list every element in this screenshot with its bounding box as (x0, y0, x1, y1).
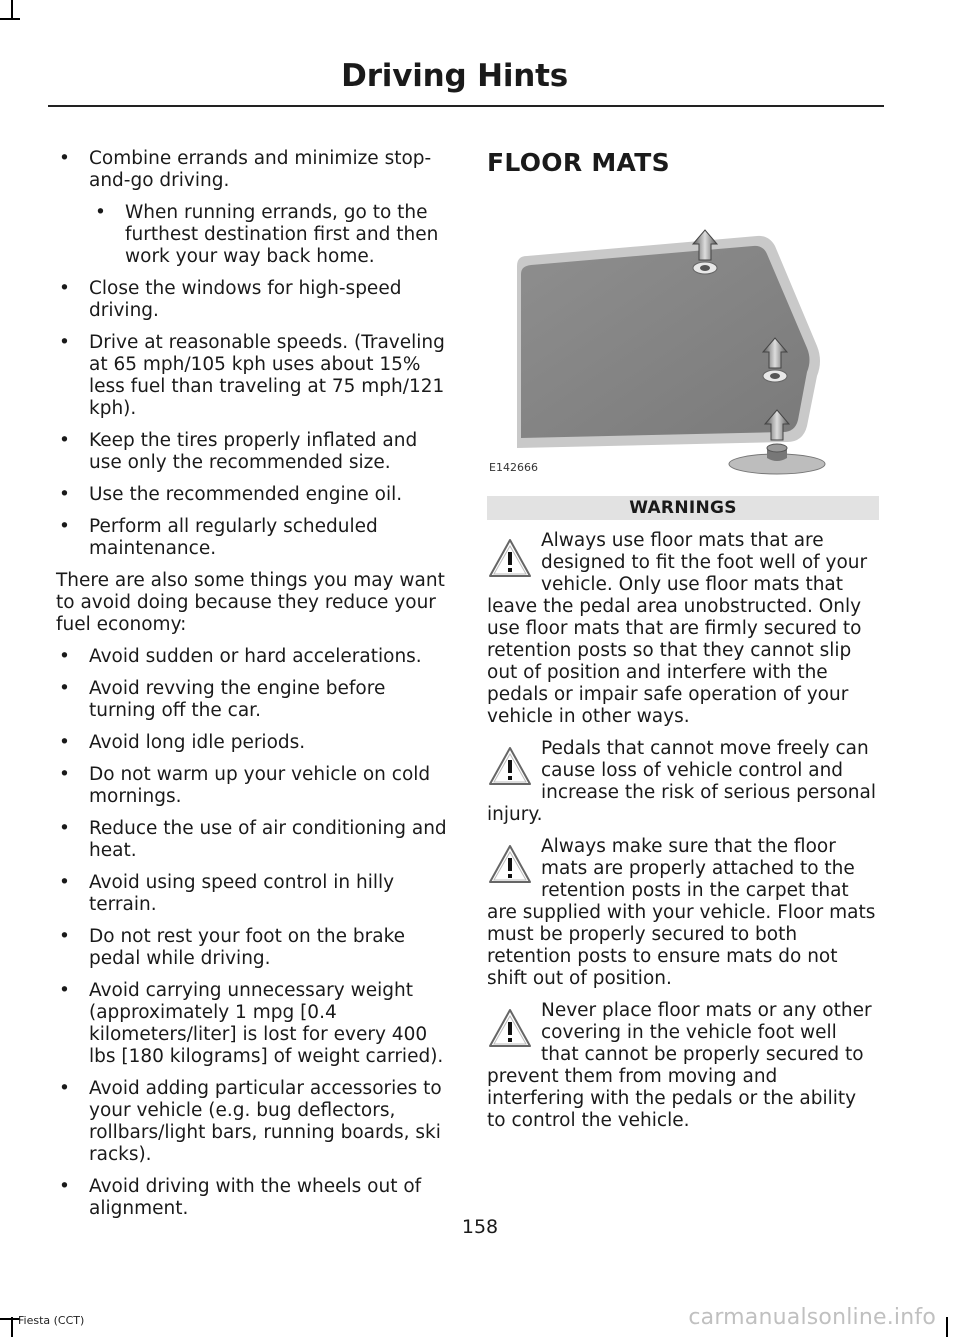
list-item: • Avoid driving with the wheels out of alignment. (56, 1176, 448, 1220)
intro-paragraph: There are also some things you may want to avoid doing because they reduce your fuel economy: (56, 570, 445, 635)
warning-triangle-icon (487, 536, 533, 582)
left-column (56, 148, 448, 1230)
warning-text: Never place floor mats or any other covering in the vehicle foot well that cannot be properly secured to prevent them from moving and interfering with the pedals or the ability to control the vehicle. (487, 1000, 872, 1131)
list-item: • Perform all regularly scheduled maintenance. (56, 516, 448, 560)
crop-mark-bottom-left-v (11, 1317, 13, 1337)
list-item: • Use the recommended engine oil. (56, 484, 448, 506)
right-column (487, 148, 879, 1132)
list-item: • Drive at reasonable speeds. (Traveling at 65 mph/105 kph uses about 15% less fuel than traveling at 75 mph/121 kph). (56, 332, 448, 420)
warning-triangle-icon (487, 744, 533, 790)
floor-mat-illustration (487, 186, 879, 486)
warnings-list (487, 530, 879, 1132)
warning-text: Always make sure that the floor mats are properly attached to the retention posts in the carpet that are supplied with your vehicle. Floor mats must be properly secured to both retention posts to ensure mats do not shift out of position. (487, 836, 876, 989)
warning-text: Always use floor mats that are designed to fit the foot well of your vehicle. Only use floor mats that leave the pedal area unobstructed. Only use floor mats that are firmly secured to retention posts so that they cannot slip out of position and interfere with the pedals or impair safe operation of your vehicle in other ways. (487, 530, 868, 727)
page-title: Driving Hints (341, 58, 568, 94)
list-item: • Do not rest your foot on the brake pedal while driving. (56, 926, 448, 970)
watermark: carmanualsonline.info (688, 1305, 936, 1330)
sub-list-item: • When running errands, go to the furthest destination first and then work your way back home. (92, 202, 448, 268)
list-item: • Keep the tires properly inflated and use only the recommended size. (56, 430, 448, 474)
list-item: • Do not warm up your vehicle on cold mornings. (56, 764, 448, 808)
page-number: 158 (461, 1216, 499, 1238)
list-item: • Avoid adding particular accessories to your vehicle (e.g. bug deflectors, rollbars/light bars, running boards, ski racks). (56, 1078, 448, 1166)
list-item: • Reduce the use of air conditioning and heat. (56, 818, 448, 862)
avoid-list (56, 646, 448, 1220)
list-item: • Avoid using speed control in hilly terrain. (56, 872, 448, 916)
warning-item (487, 836, 879, 990)
tips-list (56, 148, 448, 560)
crop-mark-bottom-left-h (0, 1318, 20, 1320)
warning-triangle-icon (487, 842, 533, 888)
crop-mark-bottom-right-v (946, 1317, 948, 1337)
list-item: • Avoid revving the engine before turning off the car. (56, 678, 448, 722)
section-title: FLOOR MATS (487, 148, 670, 177)
warning-item (487, 1000, 879, 1132)
model-name: Fiesta (CCT) (18, 1314, 85, 1327)
warning-item (487, 530, 879, 728)
list-item: • Avoid long idle periods. (56, 732, 448, 754)
figure-code: E142666 (489, 461, 538, 474)
crop-mark-top-left-v (11, 0, 13, 20)
header-rule (48, 105, 884, 107)
list-item: • Combine errands and minimize stop-and-go driving. (56, 148, 448, 192)
warning-triangle-icon (487, 1006, 533, 1052)
warnings-heading: WARNINGS (487, 496, 879, 520)
floor-mat-drawing (487, 186, 879, 486)
crop-mark-top-left-h (0, 18, 20, 20)
warning-item (487, 738, 879, 826)
list-item: • Avoid carrying unnecessary weight (approximately 1 mpg [0.4 kilometers/liter] is lost for every 400 lbs [180 kilograms] of weight carried). (56, 980, 448, 1068)
list-item: • Avoid sudden or hard accelerations. (56, 646, 448, 668)
warning-text: Pedals that cannot move freely can cause loss of vehicle control and increase the risk of serious personal injury. (487, 738, 877, 825)
list-item: • Close the windows for high-speed driving. (56, 278, 448, 322)
